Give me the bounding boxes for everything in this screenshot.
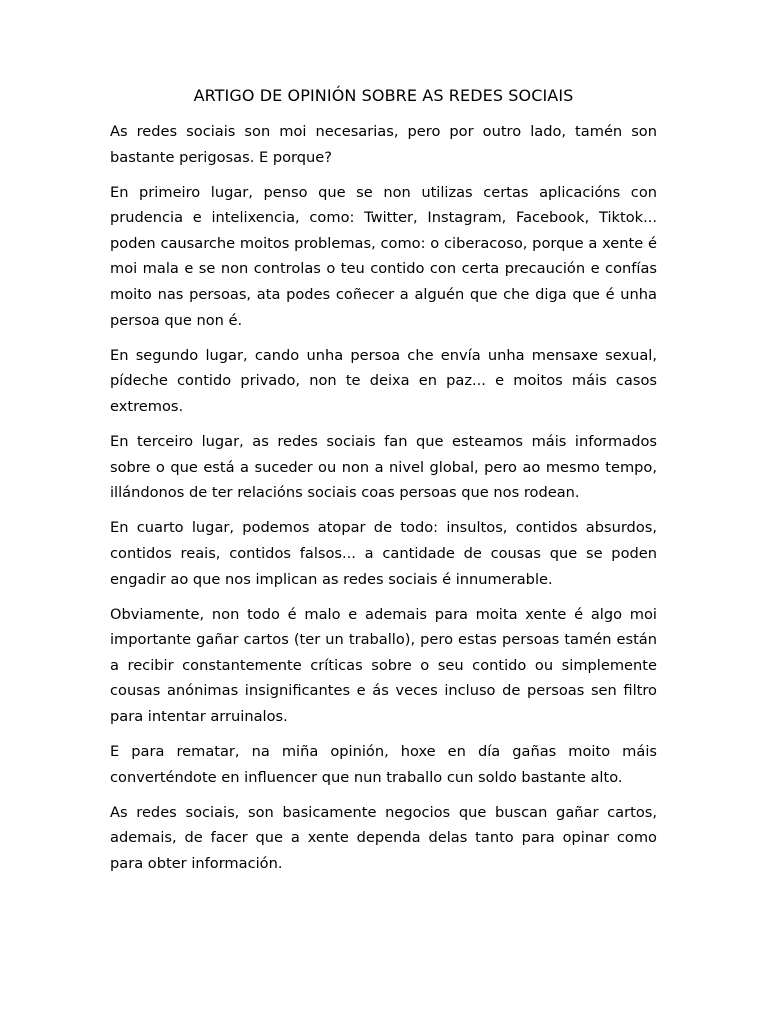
paragraph-intro: As redes sociais son moi necesarias, pero por outro lado, tamén son bastante perigosas. E porque? [110,123,657,166]
paragraph-conclusion: As redes sociais, son basicamente negocios que buscan gañar cartos, ademais, de facer que a xente dependa delas tanto para opinar como para obter información. [110,803,657,872]
paragraph-obviously: Obviamente, non todo é malo e ademais para moita xente é algo moi importante gañar cartos (ter un traballo), pero estas persoas tamén están a recibir constantemente críticas sobre o seu contido ou simplemente cousas anónimas insignificantes e ás veces incluso de persoas sen filtro para intentar arruinalos. [110,605,657,725]
paragraph-second-point: En segundo lugar, cando unha persoa che envía unha mensaxe sexual, pídeche contido privado, non te deixa en paz... e moitos máis casos extremos. [110,346,657,415]
document-page [110,84,657,886]
paragraph-third-point: En terceiro lugar, as redes sociais fan que esteamos máis informados sobre o que está a suceder ou non a nivel global, pero ao mesmo tempo, illándonos de ter relacións sociais coas persoas que nos rodean. [110,433,657,502]
document-title: ARTIGO DE OPINIÓN SOBRE AS REDES SOCIAIS [193,86,574,105]
paragraph-closing-opinion: E para rematar, na miña opinión, hoxe en día gañas moito máis converténdote en influencer que nun traballo cun soldo bastante alto. [110,743,657,786]
paragraph-fourth-point: En cuarto lugar, podemos atopar de todo: insultos, contidos absurdos, contidos reais, contidos falsos... a cantidade de cousas que se poden engadir ao que nos implican as redes sociais é innumerable. [110,519,657,588]
paragraph-first-point: En primeiro lugar, penso que se non utilizas certas aplicacións con prudencia e intelixencia, como: Twitter, Instagram, Facebook, Tiktok... poden causarche moitos problemas, como: o ciberacoso, porque a xente é moi mala e se non controlas o teu contido con certa precaución e confías moito nas persoas, ata podes coñecer a alguén que che diga que é unha persoa que non é. [110,183,657,329]
